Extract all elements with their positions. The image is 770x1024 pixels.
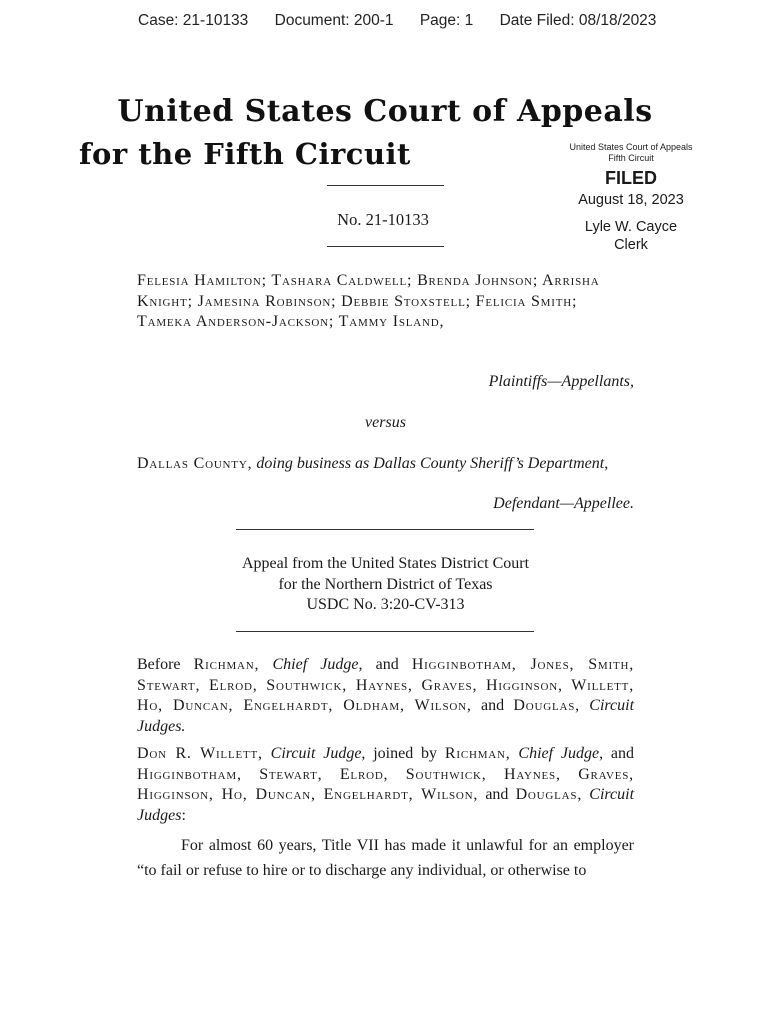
panel-and2: and	[480, 697, 505, 714]
author-colon: :	[181, 806, 186, 824]
panel-paragraph	[137, 655, 634, 737]
author-chief-judge: Chief Judge	[518, 745, 600, 762]
appeal-line3: USDC No. 3:20-CV-313	[306, 596, 465, 613]
panel-circuit-judges: Circuit Judges.	[137, 697, 635, 735]
case-number: No. 21-10133	[337, 210, 429, 229]
case-number-header: Case: 21-10133	[138, 12, 249, 29]
panel-douglas: Douglas,	[513, 697, 580, 714]
plaintiffs-names: Felesia Hamilton; Tashara Caldwell; Brenda Johnson; Arrisha Knight; Jamesina Robinson; Debbie Stoxstell; Felicia Smith; Tameka Anderson-Jackson; Tammy Island,	[137, 272, 600, 330]
rule-divider	[236, 631, 534, 632]
page-number-header: Page: 1	[419, 12, 474, 29]
stamp-court-line2: Fifth Circuit	[608, 153, 654, 163]
rule-divider	[236, 529, 534, 530]
rule-divider	[327, 185, 444, 186]
defendant-name: Dallas County,	[137, 455, 253, 472]
plaintiffs-role	[137, 372, 634, 393]
plaintiffs-role-text: Plaintiffs—Appellants,	[488, 373, 634, 390]
appeal-line1: Appeal from the United States District Court	[241, 555, 530, 572]
stamp-clerk-name: Lyle W. Cayce	[584, 219, 678, 235]
panel-before: Before	[137, 656, 181, 673]
document-number-header: Document: 200-1	[274, 12, 394, 29]
stamp-date: August 18, 2023	[578, 192, 684, 208]
appeal-info	[137, 554, 634, 616]
versus-text: versus	[365, 414, 406, 431]
panel-chief-judge: Chief Judge,	[272, 656, 363, 673]
author-judges: Higginbotham, Stewart, Elrod, Southwick, Haynes, Graves, Higginson, Ho, Duncan, Engelhardt, Wilson,	[137, 765, 634, 803]
author-and2: and	[485, 786, 509, 803]
court-title-line1: United States Court of Appeals	[117, 94, 653, 129]
pdf-header	[138, 12, 678, 30]
stamp-clerk-title: Clerk	[614, 237, 648, 253]
panel-and: and	[375, 656, 399, 673]
defendant-role-text: Defendant—Appellee.	[493, 495, 634, 512]
defendant-dba: doing business as Dallas County Sheriff’s Department	[256, 455, 605, 472]
defendant-role	[137, 494, 634, 515]
opinion-text: For almost 60 years, Title VII has made it unlawful for an employer “to fail or refuse to hire or to discharge any individual, or otherwise to	[137, 837, 634, 879]
rule-divider	[327, 246, 444, 247]
plaintiffs-list	[137, 271, 627, 333]
author-richman: Richman,	[444, 745, 511, 762]
filed-stamp	[566, 142, 696, 254]
appeal-line2: for the Northern District of Texas	[278, 575, 493, 593]
author-douglas: Douglas,	[515, 786, 583, 803]
court-title-line2: for the Fifth Circuit	[79, 137, 411, 171]
author-name: Don R. Willett,	[137, 745, 263, 762]
author-circuit-judges: Circuit Judges	[137, 786, 635, 824]
opinion-first-paragraph	[137, 833, 634, 883]
author-joined-by: , joined by	[361, 745, 438, 762]
defendant-comma: ,	[604, 455, 609, 472]
stamp-court-line1: United States Court of Appeals	[569, 142, 693, 152]
versus-label	[137, 413, 634, 434]
panel-judges: Higginbotham, Jones, Smith, Stewart, Elrod, Southwick, Haynes, Graves, Higginson, Willett, Ho, Duncan, Engelhardt, Oldham, Wilson,	[137, 656, 635, 714]
author-and: , and	[599, 745, 635, 762]
panel-richman: Richman,	[193, 656, 260, 673]
date-filed-header: Date Filed: 08/18/2023	[499, 12, 657, 29]
defendant-line	[137, 454, 634, 475]
author-title: Circuit Judge	[270, 745, 362, 762]
author-paragraph	[137, 744, 634, 826]
stamp-filed-label: FILED	[605, 168, 657, 188]
